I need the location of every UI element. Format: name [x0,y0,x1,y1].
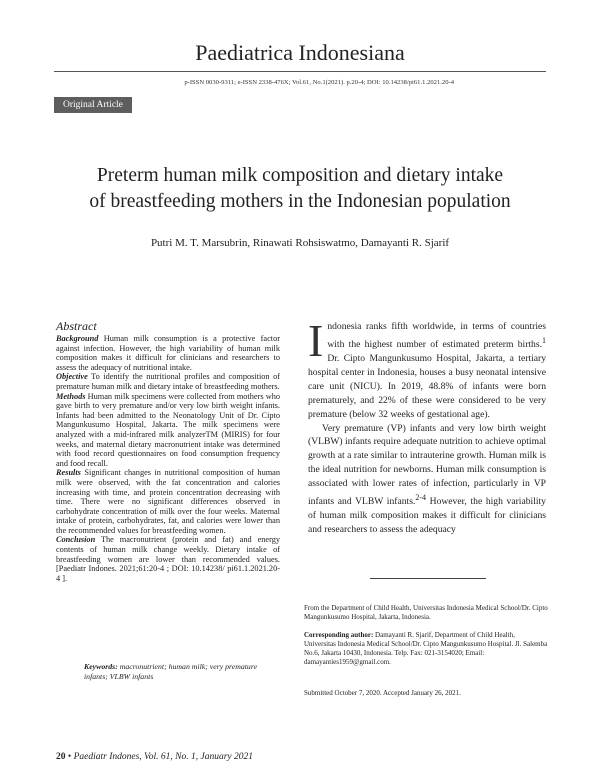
footer-separator: • [65,752,74,762]
corresponding-author-label: Corresponding author: [304,631,374,639]
keywords-text: macronutrient; human milk; very premature infants; VLBW infants [84,662,258,681]
abstract-results [56,468,280,535]
body-paragraph-2-text: Very premature (VP) infants and very low birth weight (VLBW) infants require adequate nutrition to achieve optimal growth at a rate similar to intrauterine growth. Human milk is the ideal nutrition for newborns. Human milk consumption is associated with lower rates of infection, particularly in VP infants and VLBW infants. [308,422,546,508]
abstract-citation: [Paediatr Indones. 2021;61:20-4 ; DOI: 10.14238/ pi61.1.2021.20-4 ]. [56,564,280,583]
author-list: Putri M. T. Marsubrin, Rinawati Rohsiswatmo, Damayanti R. Sjarif [150,237,450,249]
header-rule [54,71,546,72]
page-footer [56,752,253,762]
page-number: 20 [56,752,66,762]
methods-label: Methods [56,391,86,401]
footer-citation: Paediatr Indones, Vol. 61, No. 1, January 2021 [73,752,254,762]
journal-title: Paediatrica Indonesiana [195,40,405,65]
results-text: Significant changes in nutritional composition of human milk were observed, with the fat concentration and calories increasing with time, and protein concentration decreasing with time. There were no significant differences observed in carbohydrate concentration of milk over the four weeks. Maternal intake of protein, carbohydrates, fat, and calories were lower than the recommended values for breastfeeding women. [56,468,280,535]
background-text: Human milk consumption is a protective factor against infection. However, the high variability of human milk composition makes it difficult for clinicians and researchers to assess the adequacy of nutritional intake. [56,334,280,372]
abstract-background [56,334,280,372]
submission-dates: Submitted October 7, 2020. Accepted January 26, 2021. [304,689,461,697]
article-title-line-1: Preterm human milk composition and dietary intake [96,165,504,186]
conclusion-text: The macronutrient (protein and fat) and energy contents of human milk change weekly. Dietary intake of breastfeeding women are lower than recommended values. [56,535,280,564]
footnote-rule [370,578,486,579]
objective-label: Objective [56,372,88,382]
affiliation-footnote: From the Department of Child Health, Universitas Indonesia Medical School/Dr. Cipto Mangunkusumo Hospital, Jakarta, Indonesia. [304,604,548,621]
drop-cap: I [308,315,324,366]
article-title [40,163,560,215]
keywords [84,662,264,681]
abstract-objective [56,372,280,391]
body-paragraph-2-cont: However, the high variability of human milk composition makes it difficult for clinicians and researchers to assess the adequacy [308,496,546,536]
article-type-badge: Original Article [54,97,132,113]
methods-text: Human milk specimens were collected from mothers who gave birth to very premature and/or very low birth weight infants. Infants had been admitted to the Neonatology Unit of Dr. Cipto Mangunkusumo Hospital, Jakarta. The milk specimens were analyzed with a mid-infrared milk analyzerTM (MIRIS) for four weeks, and maternal dietary macronutrient intake was determined with food record questionnaires on food consumption frequency and food recall. [56,391,280,468]
abstract-heading: Abstract [56,319,97,333]
conclusion-label: Conclusion [56,535,96,545]
body-paragraph-1-text: ndonesia ranks fifth worldwide, in terms of countries with the highest number of estimated preterm births. [327,321,546,351]
corresponding-author-footnote [304,631,548,667]
abstract-section [56,320,280,583]
body-paragraph-1 [308,315,546,422]
body-paragraph-1-cont: Dr. Cipto Mangunkusumo Hospital, Jakarta, a tertiary hospital center in Indonesia, houses a busy neonatal intensive care unit (NICU). In 2019, 48.8% of infants were born prematurely, and 22% of these were considered to be very premature (below 32 weeks of gestational age). [308,353,546,420]
background-label: Background [56,334,99,343]
reference-2-4: 2-4 [415,493,426,503]
abstract-conclusion [56,535,280,583]
reference-1: 1 [542,335,546,345]
article-title-line-2: of breastfeeding mothers in the Indonesian population [89,191,511,212]
issn-doi-line: p-ISSN 0030-9311; e-ISSN 2338-476X; Vol.61, No.1(2021). p.20-4; DOI: 10.14238/pi61.1.2021.20-4 [184,79,454,86]
corresponding-author-text: Damayanti R. Sjarif, Department of Child Health, Universitas Indonesia Medical School/Dr. Cipto Mangunkusumo Hospital. Jl. Salemba No.6, Jakarta 10430, Indonesia. Telp. Fax: 021-3154020; Email: damayanties1959@gmail.com. [304,631,548,666]
body-text-column [308,315,546,537]
keywords-label: Keywords: [84,662,118,671]
abstract-methods [56,392,280,469]
objective-text: To identify the nutritional profiles and composition of premature human milk and dietary intake of breastfeeding mothers. [56,372,280,391]
body-paragraph-2 [308,422,546,537]
results-label: Results [56,468,81,478]
